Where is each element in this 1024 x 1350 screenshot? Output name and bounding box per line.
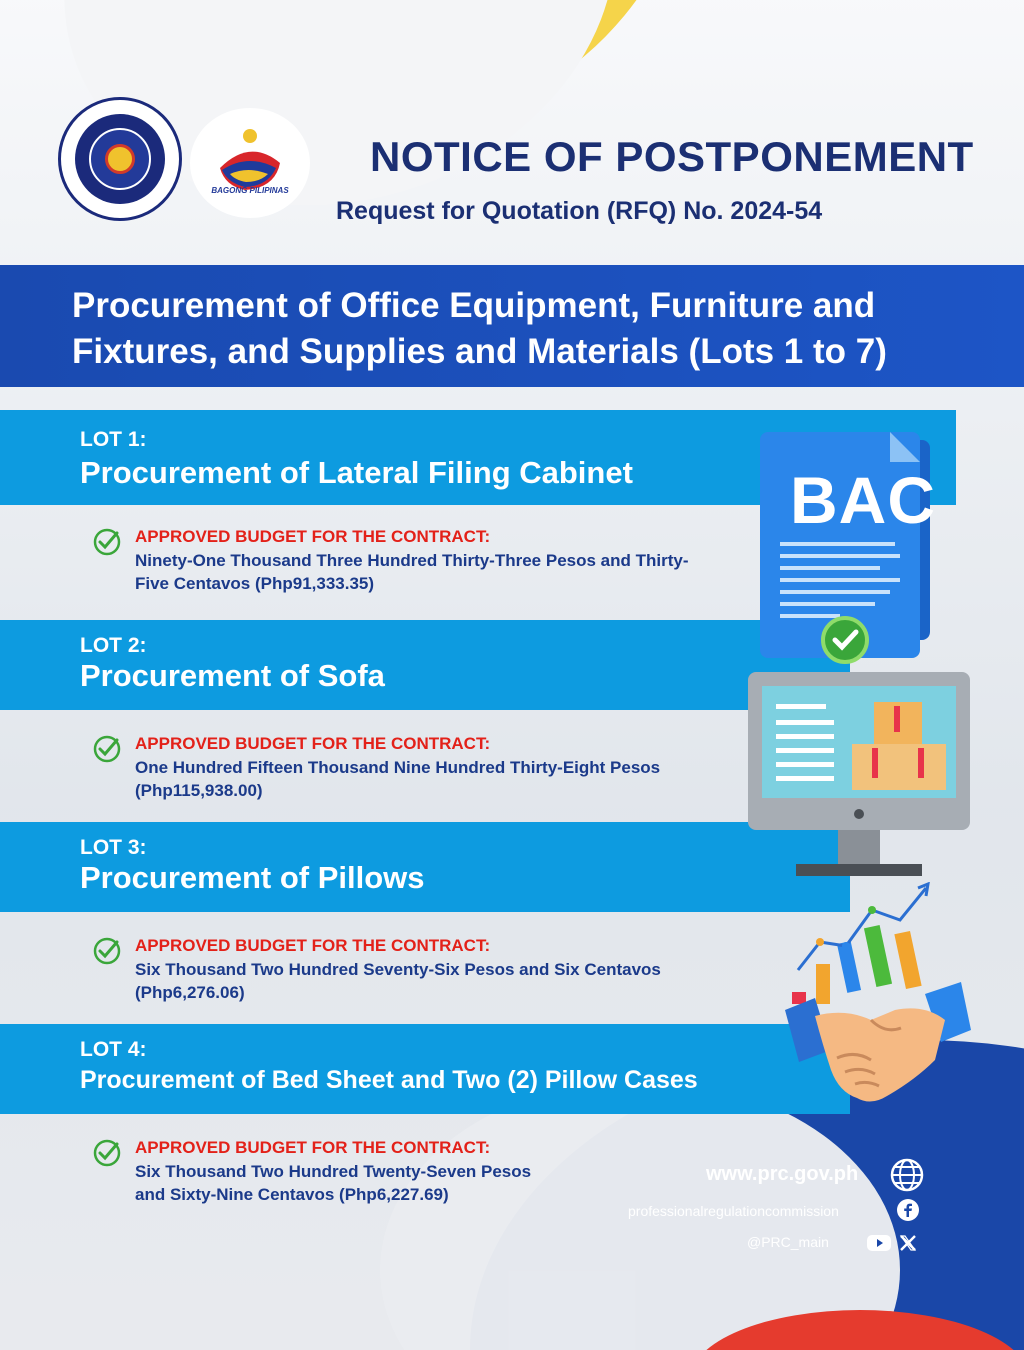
youtube-icon[interactable] bbox=[867, 1234, 891, 1252]
page-title: NOTICE OF POSTPONEMENT bbox=[370, 133, 974, 180]
lot-1-number: LOT 1: bbox=[80, 428, 147, 451]
lot-3-budget-label: APPROVED BUDGET FOR THE CONTRACT: bbox=[135, 936, 491, 955]
bac-label: BAC bbox=[790, 463, 936, 537]
lot-1-budget-amount: Ninety-One Thousand Three Hundred Thirty-Three Pesos and Thirty-Five Centavos (Php91,333.35) bbox=[135, 551, 689, 593]
check-icon bbox=[92, 734, 122, 764]
procurement-title: Procurement of Office Equipment, Furniture and Fixtures, and Supplies and Materials (Lots 1 to 7) bbox=[72, 286, 887, 371]
x-twitter-icon[interactable] bbox=[899, 1234, 917, 1252]
lot-2-number: LOT 2: bbox=[80, 634, 147, 657]
lot-4-budget-amount: Six Thousand Two Hundred Twenty-Seven Pesos and Sixty-Nine Centavos (Php6,227.69) bbox=[135, 1162, 532, 1204]
prc-seal-logo bbox=[58, 97, 182, 221]
facebook-handle[interactable]: professionalregulationcommission bbox=[628, 1203, 839, 1219]
check-icon bbox=[92, 936, 122, 966]
lot-3-budget-amount: Six Thousand Two Hundred Seventy-Six Pesos and Six Centavos (Php6,276.06) bbox=[135, 960, 661, 1002]
social-handle[interactable]: @PRC_main bbox=[747, 1234, 829, 1250]
check-icon bbox=[92, 1138, 122, 1168]
computer-monitor-illustration bbox=[748, 672, 970, 882]
lot-1-budget-label: APPROVED BUDGET FOR THE CONTRACT: bbox=[135, 527, 491, 546]
globe-icon bbox=[890, 1158, 924, 1192]
lot-2-name: Procurement of Sofa bbox=[80, 658, 385, 693]
lot-3-name: Procurement of Pillows bbox=[80, 860, 425, 895]
rfq-subtitle: Request for Quotation (RFQ) No. 2024-54 bbox=[336, 197, 823, 225]
lot-2-header bbox=[0, 620, 850, 710]
bagong-pilipinas-wordmark: BAGONG PILIPINAS bbox=[211, 186, 289, 195]
bagong-pilipinas-logo bbox=[190, 108, 310, 218]
lot-4-name: Procurement of Bed Sheet and Two (2) Pillow Cases bbox=[80, 1066, 698, 1094]
lot-2-budget-amount: One Hundred Fifteen Thousand Nine Hundred Thirty-Eight Pesos (Php115,938.00) bbox=[135, 758, 661, 800]
lot-3-number: LOT 3: bbox=[80, 836, 147, 859]
lot-2-budget-label: APPROVED BUDGET FOR THE CONTRACT: bbox=[135, 734, 491, 753]
website-link[interactable]: www.prc.gov.ph bbox=[706, 1163, 859, 1185]
procurement-title-banner bbox=[0, 265, 1024, 387]
lot-4-header bbox=[0, 1024, 850, 1114]
handshake-illustration bbox=[775, 980, 975, 1115]
check-icon bbox=[92, 527, 122, 557]
lot-1-name: Procurement of Lateral Filing Cabinet bbox=[80, 455, 633, 490]
lot-4-budget-label: APPROVED BUDGET FOR THE CONTRACT: bbox=[135, 1138, 491, 1157]
lot-3-header bbox=[0, 822, 850, 912]
lot-4-number: LOT 4: bbox=[80, 1038, 147, 1061]
facebook-icon[interactable] bbox=[897, 1199, 919, 1221]
